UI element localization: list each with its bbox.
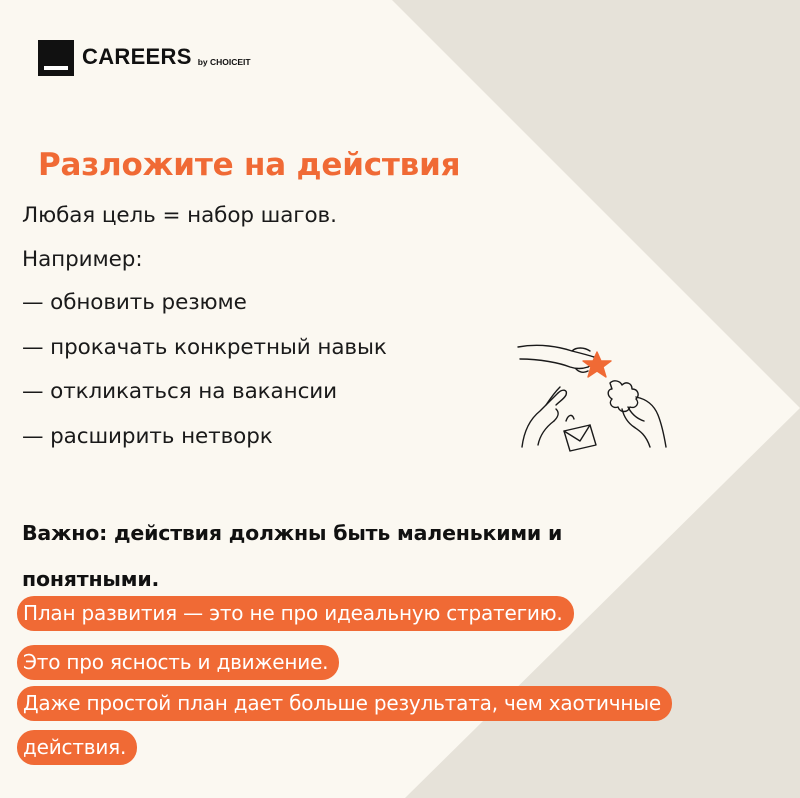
brand-byline: by CHOICEIT	[197, 57, 251, 67]
highlight-line: Это про ясность и движение.	[17, 645, 339, 680]
body-line: Любая цель = набор шагов.	[22, 203, 337, 228]
highlight-line: действия.	[17, 730, 137, 765]
hands-puzzle-star-illustration	[510, 335, 685, 460]
list-item: — обновить резюме	[22, 290, 247, 315]
highlight-line: План развития — это не про идеальную стратегию.	[17, 596, 574, 631]
list-item: — прокачать конкретный навык	[22, 335, 387, 360]
brand-name: CAREERS	[82, 44, 192, 69]
slide-title: Разложите на действия	[38, 147, 461, 183]
brand-logo	[38, 40, 251, 76]
important-note: Важно: действия должны быть маленькими и понятными.	[22, 521, 563, 591]
logo-square-icon	[38, 40, 74, 76]
highlight-line: Даже простой план дает больше результата, чем хаотичные	[17, 686, 672, 721]
body-line: Например:	[22, 247, 143, 272]
list-item: — расширить нетворк	[22, 424, 273, 449]
list-item: — откликаться на вакансии	[22, 379, 338, 404]
